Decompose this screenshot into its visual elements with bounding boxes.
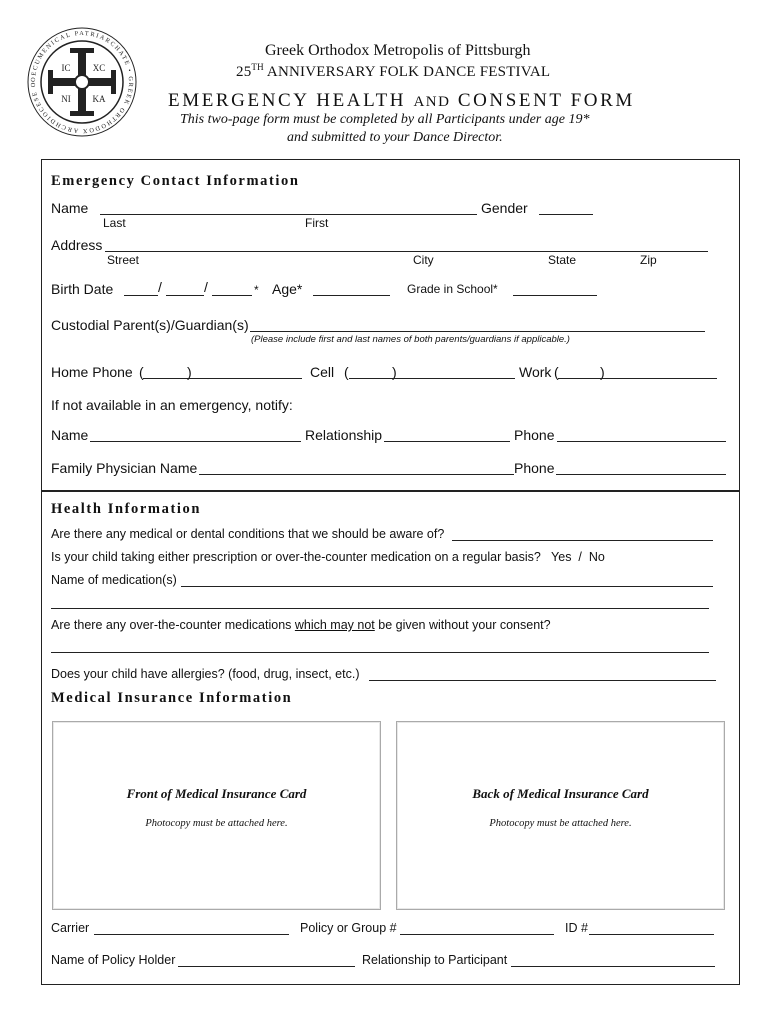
archdiocese-seal [26, 26, 138, 138]
medical-conditions-field[interactable] [452, 540, 713, 541]
gender-label: Gender [481, 200, 528, 216]
event-title: 25TH ANNIVERSARY FOLK DANCE FESTIVAL [236, 62, 551, 80]
allergies-question: Does your child have allergies? (food, drug, insect, etc.) [51, 667, 360, 681]
name-field[interactable] [100, 214, 477, 215]
carrier-label: Carrier [51, 921, 90, 935]
carrier-field[interactable] [94, 934, 289, 935]
relationship-label: Relationship [305, 427, 383, 443]
otc-field[interactable] [51, 652, 709, 653]
org-title: Greek Orthodox Metropolis of Pittsburgh [265, 42, 531, 59]
cell-field[interactable] [349, 378, 515, 379]
age-field[interactable] [313, 295, 390, 296]
otc-question: Are there any over-the-counter medications which may not be given without your consent? [51, 618, 551, 632]
address-field[interactable] [105, 251, 708, 252]
notify-name-label: Name [51, 427, 89, 443]
notify-phone-label: Phone [514, 427, 555, 443]
work-label: Work [519, 364, 552, 380]
notify-name-field[interactable] [90, 441, 301, 442]
medical-conditions-question: Are there any medical or dental conditions that we should be aware of? [51, 527, 445, 541]
work-paren-close: ) [600, 364, 605, 380]
allergies-field[interactable] [369, 680, 716, 681]
birth-slash-2: / [204, 279, 208, 295]
guardian-label: Custodial Parent(s)/Guardian(s) [51, 317, 249, 333]
back-card-area[interactable] [396, 721, 725, 910]
policy-holder-field[interactable] [178, 966, 355, 967]
birth-slash-1: / [158, 279, 162, 295]
city-label: City [413, 253, 434, 267]
id-label: ID # [565, 921, 588, 935]
seal-cell-ic: IC [61, 63, 71, 73]
birth-date-label: Birth Date [51, 281, 114, 297]
health-heading: Health Information [51, 501, 202, 517]
physician-field[interactable] [199, 474, 514, 475]
home-phone-paren-open: ( [139, 364, 144, 380]
seal-cell-xc: XC [92, 63, 106, 73]
age-label: Age* [272, 281, 303, 297]
policy-holder-label: Name of Policy Holder [51, 953, 176, 967]
grade-field[interactable] [513, 295, 597, 296]
home-phone-label: Home Phone [51, 364, 133, 380]
birth-day-field[interactable] [166, 295, 204, 296]
physician-phone-label: Phone [514, 460, 555, 476]
medication-name-label: Name of medication(s) [51, 573, 177, 587]
cell-label: Cell [310, 364, 335, 380]
insurance-heading: Medical Insurance Information [51, 690, 293, 706]
id-field[interactable] [589, 934, 714, 935]
home-phone-paren-close: ) [187, 364, 192, 380]
medication-question: Is your child taking either prescription or over-the-counter medication on a regular basis? Yes / No [51, 550, 605, 564]
physician-phone-field[interactable] [556, 474, 726, 475]
form-title: EMERGENCY HEALTH AND CONSENT FORM [168, 90, 635, 111]
svg-text:OECUMENICAL PATRIARCHATE • GRE: OECUMENICAL PATRIARCHATE • GREEK ORTHODOX ARCHDIOCESE O [29, 29, 135, 135]
relationship-participant-field[interactable] [511, 966, 715, 967]
seal-icon [26, 26, 138, 138]
home-phone-field[interactable] [143, 378, 302, 379]
notify-label: If not available in an emergency, notify: [51, 397, 293, 413]
relationship-participant-label: Relationship to Participant [362, 953, 508, 967]
address-label: Address [51, 237, 103, 253]
birth-star: * [254, 283, 259, 297]
zip-label: Zip [640, 253, 657, 267]
birth-month-field[interactable] [124, 295, 158, 296]
first-label: First [305, 216, 329, 230]
physician-label: Family Physician Name [51, 460, 198, 476]
work-field[interactable] [558, 378, 717, 379]
subtitle-line-2: and submitted to your Dance Director. [287, 130, 503, 145]
cell-paren-close: ) [392, 364, 397, 380]
emergency-heading: Emergency Contact Information [51, 173, 300, 189]
grade-label: Grade in School* [407, 282, 498, 296]
back-card-note: Photocopy must be attached here. [489, 818, 632, 829]
work-paren-open: ( [554, 364, 559, 380]
policy-field[interactable] [400, 934, 554, 935]
gender-field[interactable] [539, 214, 593, 215]
subtitle-line-1: This two-page form must be completed by all Participants under age 19* [180, 112, 590, 127]
medication-name-field[interactable] [181, 586, 713, 587]
front-card-area[interactable] [52, 721, 381, 910]
seal-cell-ni: NI [61, 94, 71, 104]
birth-year-field[interactable] [212, 295, 252, 296]
back-card-title: Back of Medical Insurance Card [472, 786, 649, 801]
yes-option[interactable]: Yes [551, 550, 572, 564]
no-option[interactable]: No [588, 550, 605, 564]
front-card-title: Front of Medical Insurance Card [126, 786, 307, 801]
notify-phone-field[interactable] [557, 441, 726, 442]
policy-label: Policy or Group # [300, 921, 397, 935]
state-label: State [548, 253, 577, 267]
cell-paren-open: ( [344, 364, 349, 380]
last-label: Last [103, 216, 126, 230]
street-label: Street [107, 253, 140, 267]
name-label: Name [51, 200, 89, 216]
seal-cell-ka: KA [92, 94, 106, 104]
guardian-field[interactable] [250, 331, 705, 332]
front-card-note: Photocopy must be attached here. [145, 818, 288, 829]
relationship-field[interactable] [384, 441, 510, 442]
guardian-note: (Please include first and last names of both parents/guardians if applicable.) [251, 334, 570, 345]
medication-name-field-2[interactable] [51, 608, 709, 609]
